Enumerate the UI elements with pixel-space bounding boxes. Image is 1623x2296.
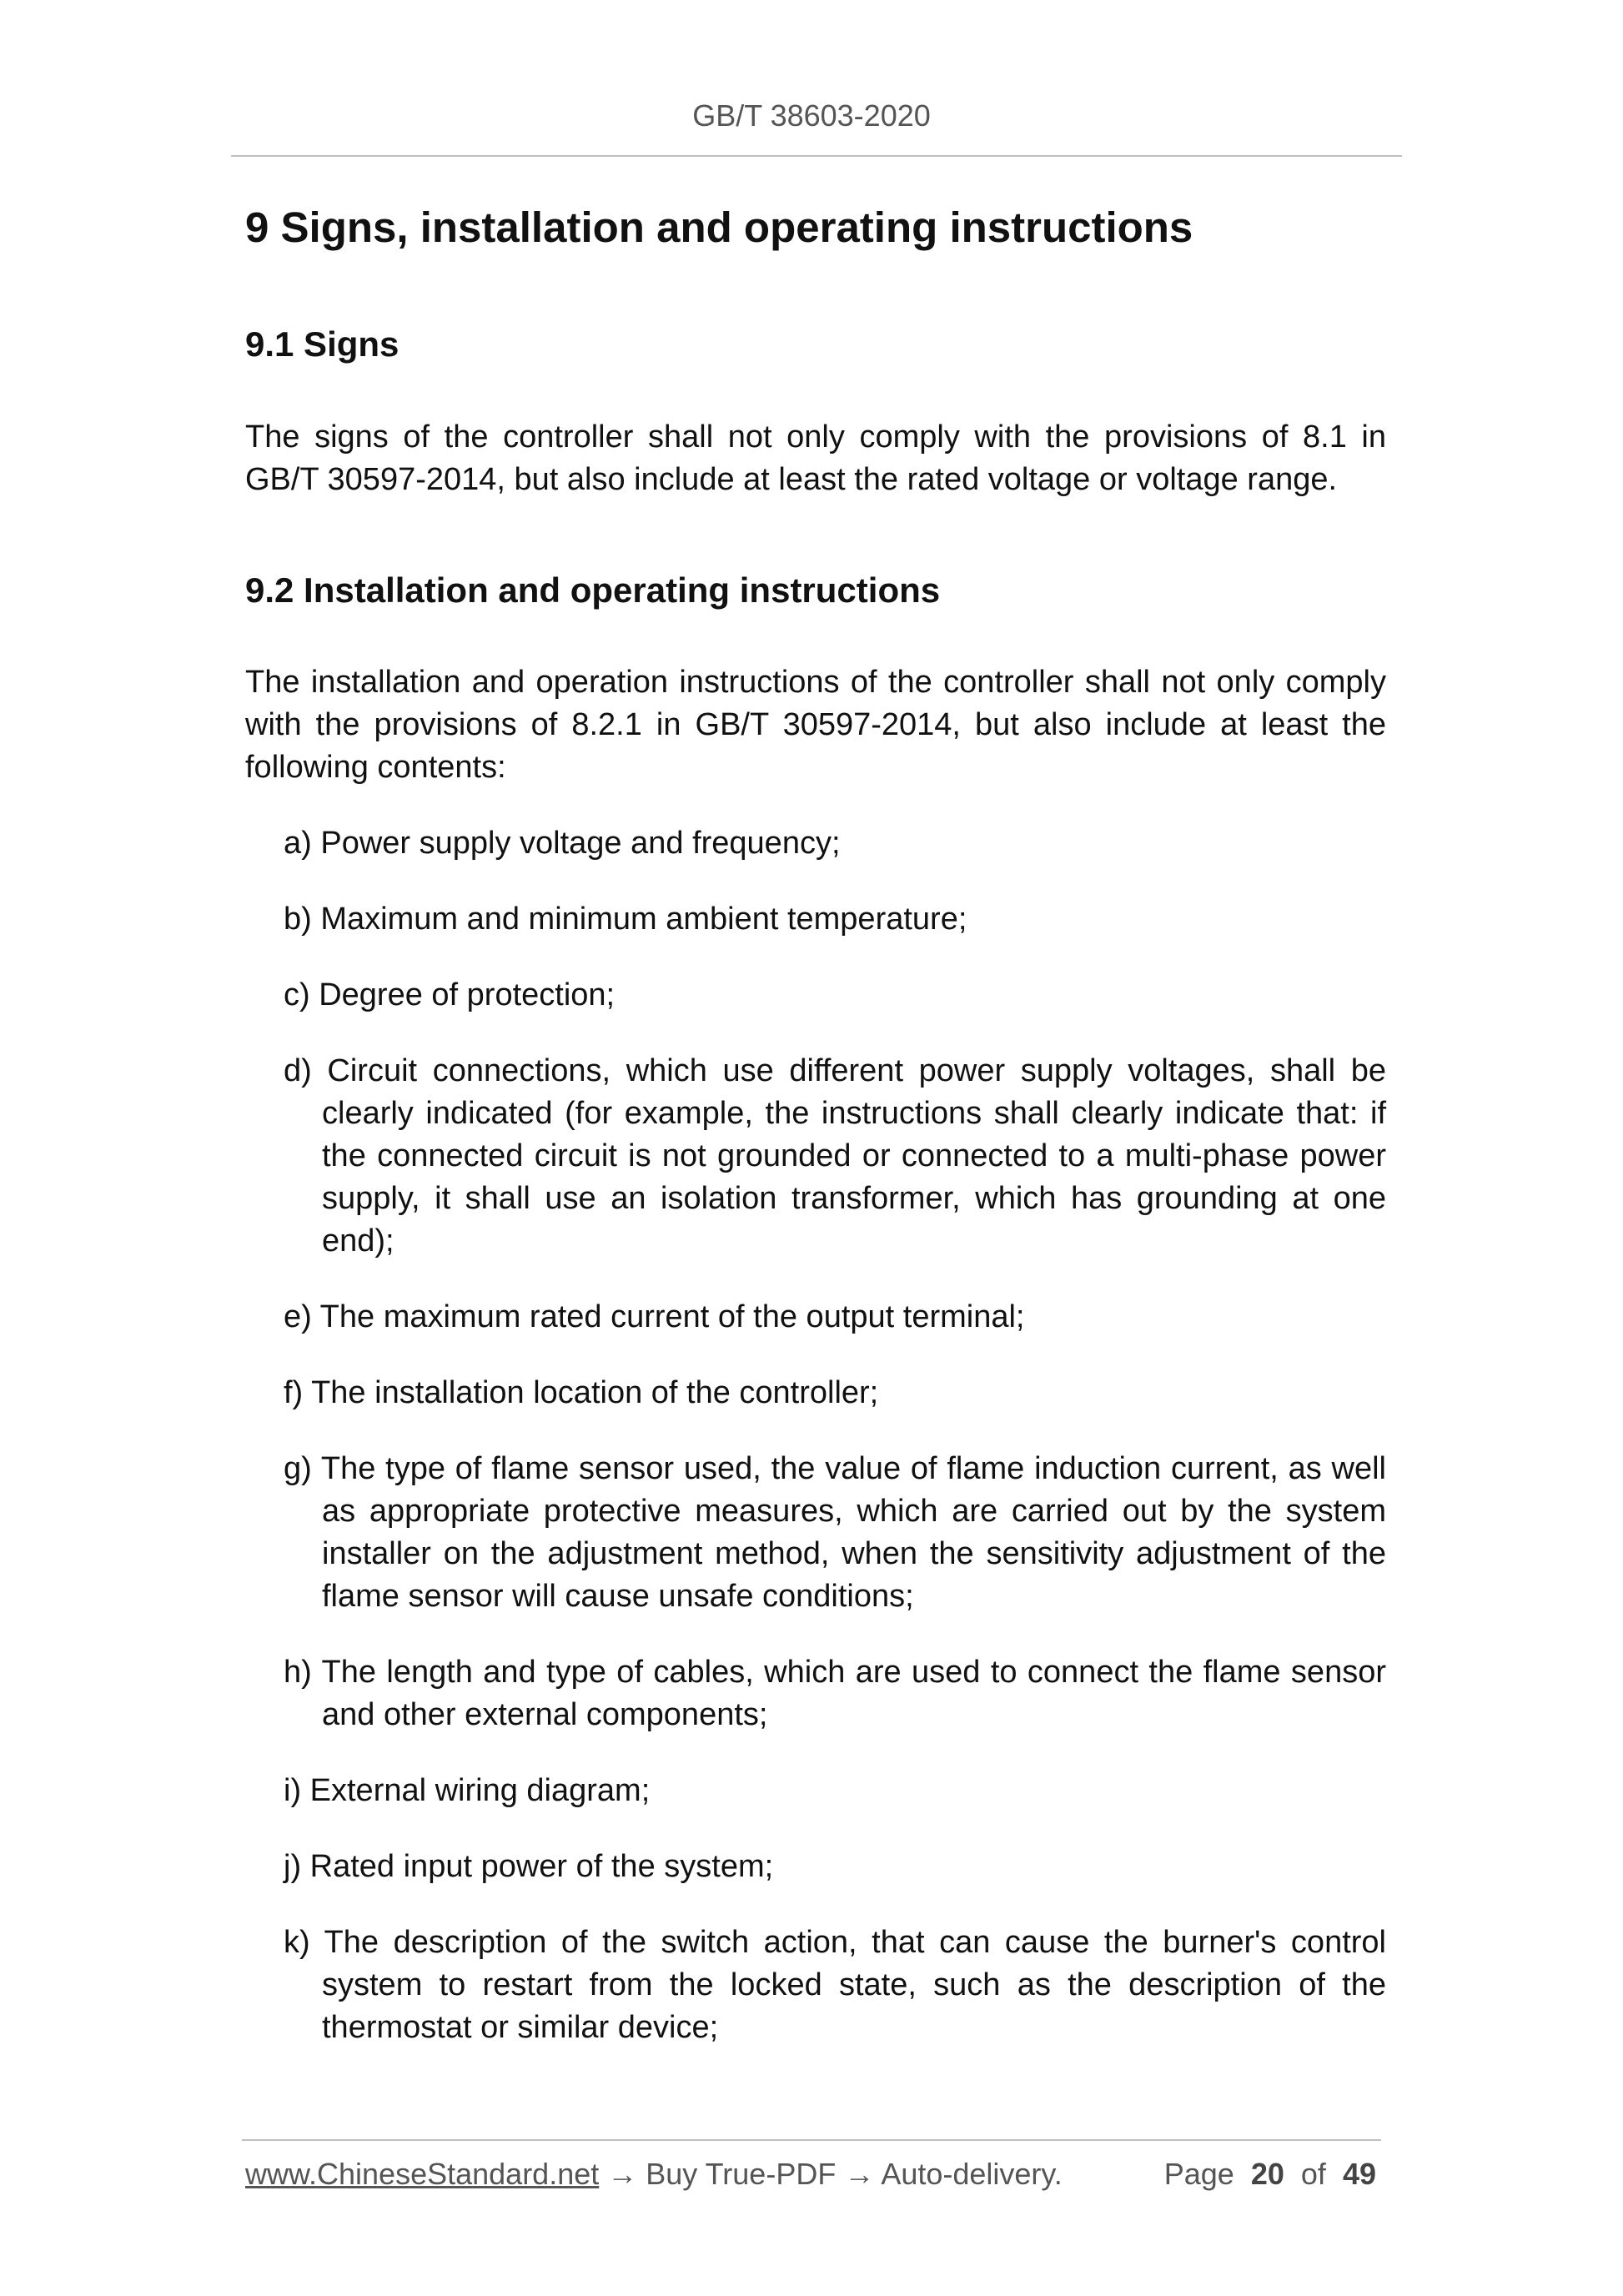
page-of-label: of (1300, 2157, 1326, 2191)
list-item: a) Power supply voltage and frequency; (284, 826, 841, 862)
website-link[interactable]: www.ChineseStandard.net (245, 2157, 600, 2191)
page-current: 20 (1250, 2157, 1284, 2191)
page-label: Page (1163, 2157, 1234, 2191)
footer-divider (242, 2139, 1381, 2141)
list-item: g) The type of flame sensor used, the value of flame induction current, as well as appropriate protective measures, which are carried out by the system installer on the adjustment method, when the sensitivity adjustment of the flame sensor will cause unsafe conditions; (284, 1451, 1386, 1615)
list-item: d) Circuit connections, which use different power supply voltages, shall be clearly indicated (for example, the instructions shall clearly indicate that: if the connected circuit is not grounded or connected to a multi-phase power supply, it shall use an isolation transformer, which has grounding at one end); (284, 1053, 1386, 1259)
document-header-title: GB/T 38603-2020 (692, 98, 931, 133)
subsection-title-signs: 9.1 Signs (245, 324, 399, 364)
page-content (245, 200, 1386, 2082)
list-item: e) The maximum rated current of the output terminal; (284, 1299, 1025, 1335)
list-item: h) The length and type of cables, which are used to connect the flame sensor and other external components; (284, 1655, 1386, 1733)
footer-tagline: → Buy True-PDF → Auto-delivery. (599, 2157, 1063, 2191)
instructions-paragraph: The installation and operation instructions of the controller shall not only comply with the provisions of 8.2.1 in GB/T 30597-2014, but also include at least the following contents: (245, 665, 1386, 786)
list-item: j) Rated input power of the system; (284, 1849, 774, 1885)
list-item: b) Maximum and minimum ambient temperature; (284, 902, 967, 937)
instructions-list (245, 822, 1386, 2049)
page-total: 49 (1342, 2157, 1376, 2191)
list-item: f) The installation location of the controller; (284, 1375, 879, 1411)
section-title: 9 Signs, installation and operating instructions (245, 203, 1193, 251)
page-number (1164, 2157, 1376, 2192)
subsection-title-instructions: 9.2 Installation and operating instructions (245, 570, 941, 610)
list-item: i) External wiring diagram; (284, 1773, 651, 1809)
signs-paragraph: The signs of the controller shall not only comply with the provisions of 8.1 in GB/T 30597-2014, but also include at least the rated voltage or voltage range. (245, 419, 1386, 497)
header-divider (231, 155, 1402, 157)
footer-promo (245, 2157, 1063, 2192)
list-item: c) Degree of protection; (284, 977, 616, 1013)
list-item: k) The description of the switch action, that can cause the burner's control system to restart from the locked state, such as the description of the thermostat or similar device; (284, 1925, 1386, 2046)
